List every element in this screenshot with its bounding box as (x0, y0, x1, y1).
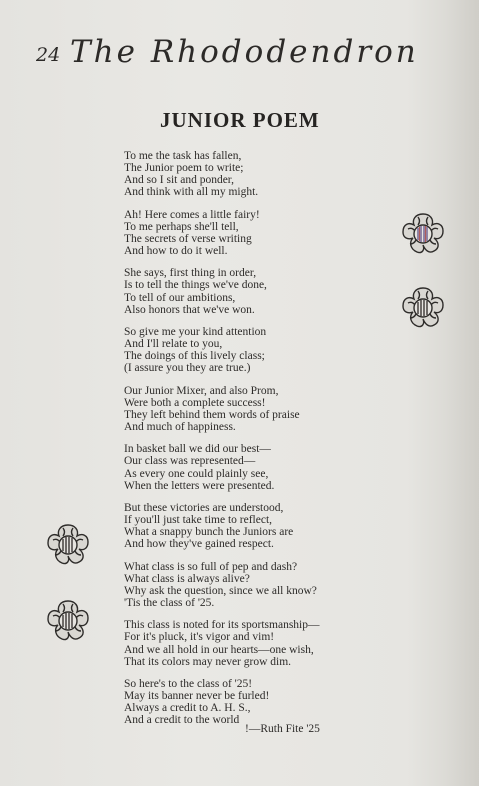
poem-line: The doings of this lively class; (124, 350, 265, 363)
poem-line: Also honors that we've won. (124, 303, 255, 316)
poem-line: Ah! Here comes a little fairy! (124, 208, 260, 221)
stanza (124, 443, 394, 491)
poem-line: And I'll relate to you, (124, 338, 223, 351)
stanza (124, 150, 394, 198)
stanza (124, 267, 394, 315)
stanza (124, 209, 394, 257)
poem-line: So give me your kind attention (124, 326, 267, 339)
poem-line: This class is noted for its sportsmanship— (124, 619, 320, 632)
poem-line: Is to tell the things we've done, (124, 279, 267, 292)
poem-line: And how they've gained respect. (124, 538, 274, 551)
poem-line: She says, first thing in order, (124, 267, 257, 280)
poem-line: May its banner never be furled! (124, 690, 270, 703)
poem-line: That its colors may never grow dim. (124, 655, 292, 668)
poem-line: And so I sit and ponder, (124, 174, 235, 187)
poem-line: Our Junior Mixer, and also Prom, (124, 384, 279, 397)
poem-line: They left behind them words of praise (124, 408, 300, 421)
poem-line: And think with all my might. (124, 186, 259, 199)
poem-line: And we all hold in our hearts—one wish, (124, 643, 314, 656)
rhododendron-ornament-icon (45, 522, 91, 568)
poem-line: To tell of our ambitions, (124, 291, 236, 304)
page-header (36, 36, 476, 76)
poem-line: (I assure you they are true.) (124, 362, 251, 375)
poem-line: When the letters were presented. (124, 479, 275, 492)
poem-line: Why ask the question, since we all know? (124, 584, 317, 597)
rhododendron-ornament-icon (400, 211, 446, 257)
poem-line: As every one could plainly see, (124, 467, 269, 480)
poem-line: But these victories are understood, (124, 502, 284, 515)
poem-line: And a credit to the world (124, 714, 240, 727)
poem-line: For it's pluck, it's vigor and vim! (124, 631, 275, 644)
poem-line: Our class was represented— (124, 455, 256, 468)
poem-line: What class is so full of pep and dash? (124, 560, 298, 573)
stanza (124, 678, 394, 726)
poem-title: JUNIOR POEM (160, 108, 320, 132)
stanza (124, 385, 394, 433)
poem-line: The secrets of verse writing (124, 232, 252, 245)
poem-line: Always a credit to A. H. S., (124, 702, 251, 715)
poem-line: Were both a complete success! (124, 396, 266, 409)
poem-line: So here's to the class of '25! (124, 678, 253, 691)
poem-line: 'Tis the class of '25. (124, 596, 215, 609)
poem-line: What a snappy bunch the Juniors are (124, 526, 294, 539)
stanza (124, 619, 394, 667)
running-title: The Rhododendron (70, 36, 419, 70)
poem-signature: !—Ruth Fite '25 (245, 723, 320, 735)
poem-body (124, 150, 394, 737)
stanza (124, 502, 394, 550)
poem-line: In basket ball we did our best— (124, 443, 271, 456)
poem-line: What class is always alive? (124, 572, 250, 585)
stanza (124, 561, 394, 609)
poem-line: To me the task has fallen, (124, 150, 242, 162)
rhododendron-ornament-icon (400, 285, 446, 331)
stanza (124, 326, 394, 374)
page-number: 24 (36, 44, 61, 66)
rhododendron-ornament-icon (45, 598, 91, 644)
poem-line: To me perhaps she'll tell, (124, 220, 239, 233)
poem-line: The Junior poem to write; (124, 162, 244, 175)
poem-line: And much of happiness. (124, 420, 236, 433)
poem-line: And how to do it well. (124, 244, 228, 257)
poem-line: If you'll just take time to reflect, (124, 514, 273, 527)
